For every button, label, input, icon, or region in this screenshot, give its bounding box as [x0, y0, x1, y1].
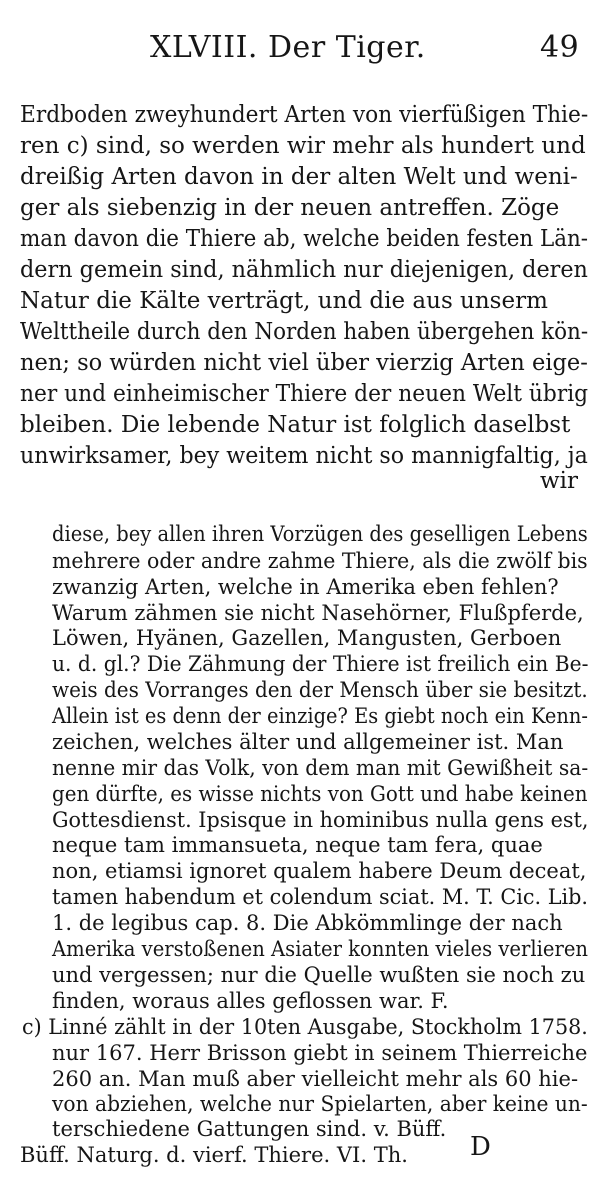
- page-number: 49: [540, 30, 580, 65]
- footnote-line: Gottesdienst. Ipsisque in hominibus nulla gens est,: [52, 808, 589, 832]
- footnote-line: non, etiamsi ignoret qualem habere Deum deceat,: [52, 859, 587, 883]
- footnote-line: 1. de legibus cap. 8. Die Abkömmlinge der nach: [52, 911, 563, 935]
- footnote-line: nur 167. Herr Brisson giebt in seinem Thierreiche: [52, 1041, 588, 1065]
- text-line: Erdboden zweyhundert Arten von vierfüßigen Thie-: [20, 102, 589, 128]
- footnote-line: terschiedene Gattungen sind. v. Büff.: [52, 1117, 447, 1141]
- footnote-line: 260 an. Man muß aber vielleicht mehr als 60 hie-: [52, 1067, 579, 1091]
- text-line: dreißig Arten davon in der alten Welt und weni-: [20, 164, 578, 190]
- signature-mark: D: [470, 1132, 491, 1162]
- footnote-line: und vergessen; nur die Quelle wußten sie noch zu: [52, 963, 586, 987]
- footnote-line: zeichen, welches älter und allgemeiner ist. Man: [52, 730, 564, 754]
- text-line: dern gemein sind, nähmlich nur diejenigen, deren: [20, 257, 588, 283]
- catchword: wir: [540, 468, 579, 494]
- running-title: XLVIII. Der Tiger.: [150, 30, 426, 65]
- footnote-line: Löwen, Hyänen, Gazellen, Mangusten, Gerboen: [52, 626, 562, 650]
- text-line: unwirksamer, bey weitem nicht so mannigfaltig, ja: [20, 443, 588, 469]
- footer-reference: Büff. Naturg. d. vierf. Thiere. VI. Th.: [20, 1143, 408, 1167]
- text-line: bleiben. Die lebende Natur ist folglich daselbst: [20, 412, 571, 438]
- footnote-line: weis des Vorranges den der Mensch über sie besitzt.: [52, 678, 588, 702]
- footnote-line: zwanzig Arten, welche in Amerika eben fehlen?: [52, 575, 559, 599]
- footnote-line: c) Linné zählt in der 10ten Ausgabe, Stockholm 1758.: [22, 1015, 588, 1039]
- footnote-line: mehrere oder andre zahme Thiere, als die zwölf bis: [52, 549, 588, 573]
- text-line: ren c) sind, so werden wir mehr als hundert und: [20, 133, 586, 159]
- text-line: ger als siebenzig in der neuen antreffen. Zöge: [20, 195, 560, 221]
- footnote-line: finden, woraus alles geflossen war. F.: [52, 989, 449, 1013]
- footnote-line: von abziehen, welche nur Spielarten, aber keine un-: [52, 1092, 588, 1116]
- text-line: ner und einheimischer Thiere der neuen Welt übrig: [20, 381, 589, 407]
- footnote-line: Allein ist es denn der einzige? Es giebt noch ein Kenn-: [52, 704, 588, 728]
- footnote-line: neque tam immansueta, neque tam fera, quae: [52, 833, 543, 857]
- footnote-line: u. d. gl.? Die Zähmung der Thiere ist freilich ein Be-: [52, 652, 589, 676]
- footnote-line: tamen habendum et colendum sciat. M. T. Cic. Lib.: [52, 885, 589, 909]
- footnote-line: Warum zähmen sie nicht Nasehörner, Flußpferde,: [52, 601, 584, 625]
- text-line: Welttheile durch den Norden haben übergehen kön-: [20, 319, 589, 345]
- footnote-line: nenne mir das Volk, von dem man mit Gewißheit sa-: [52, 756, 589, 780]
- text-line: man davon die Thiere ab, welche beiden festen Län-: [20, 226, 589, 252]
- footnote-line: Amerika verstoßenen Asiater konnten vieles verlieren: [52, 937, 589, 961]
- text-line: nen; so würden nicht viel über vierzig Arten eige-: [20, 350, 588, 376]
- footnote-line: diese, bey allen ihren Vorzügen des geselligen Lebens: [52, 522, 588, 546]
- text-line: Natur die Kälte verträgt, und die aus unserm: [20, 288, 548, 314]
- footnote-line: gen dürfte, es wisse nichts von Gott und habe keinen: [52, 782, 588, 806]
